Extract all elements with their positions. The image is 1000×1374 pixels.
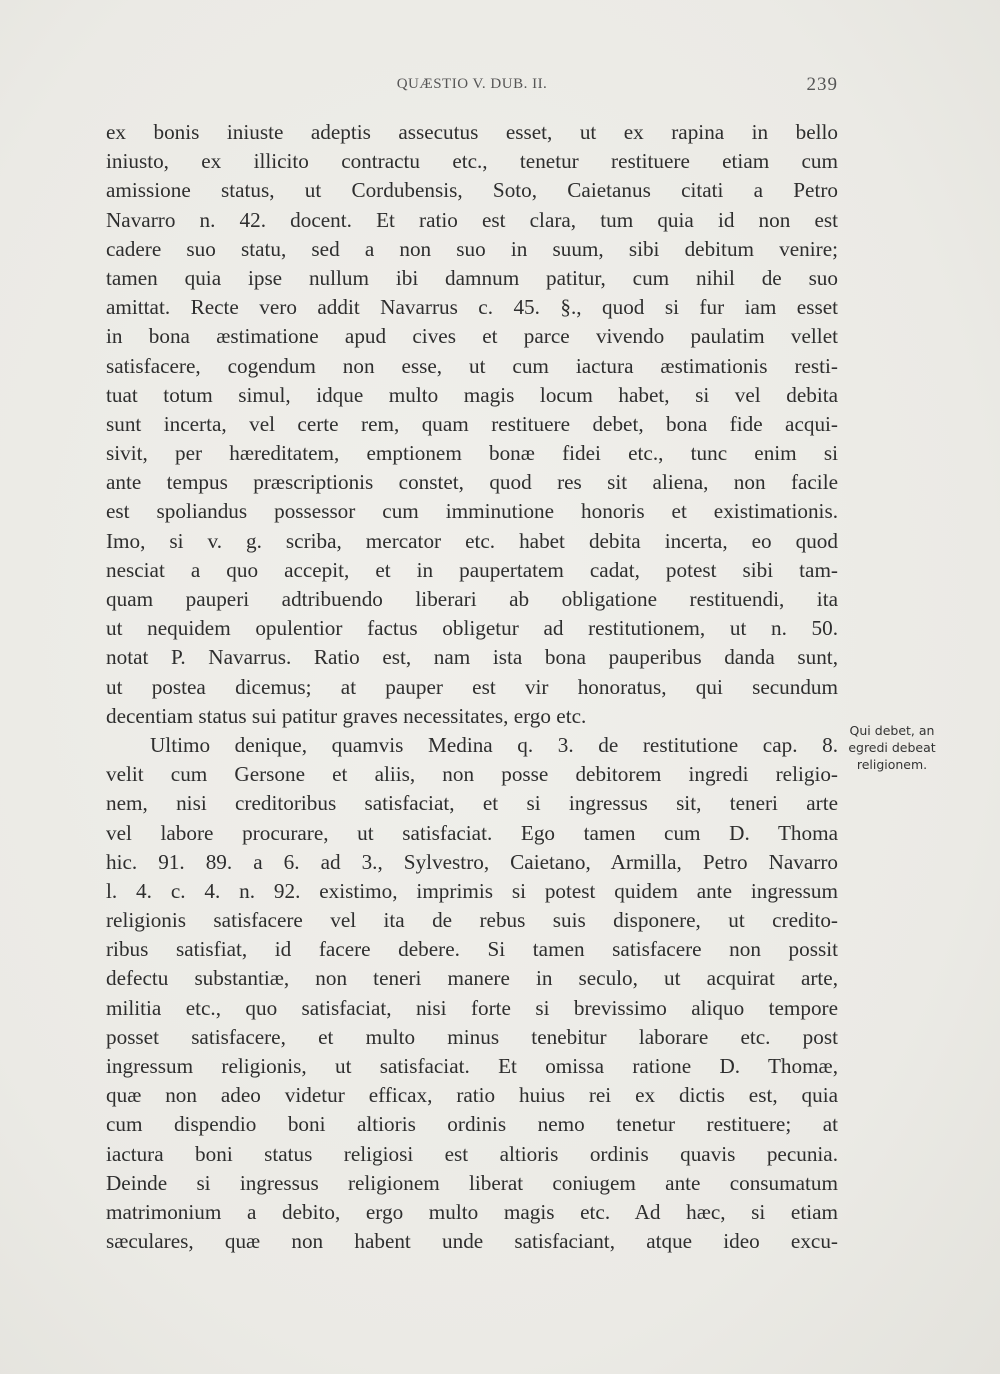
page-number: 239 [806,74,838,95]
text-line: tuat totum simul, idque multo magis locum habet, si vel debita [106,382,838,407]
text-line: sivit, per hæreditatem, emptionem bonæ fidei etc., tunc enim si [106,441,838,466]
text-line: notat P. Navarrus. Ratio est, nam ista bona pauperibus danda sunt, [106,645,838,670]
text-line: in bona æstimatione apud cives et parce vivendo paulatim vellet [106,324,838,349]
text-line: ribus satisfiat, id facere debere. Si tamen satisfacere non possit [106,937,838,962]
text-line: quæ non adeo videtur efficax, ratio huius rei ex dictis est, quia [106,1083,838,1108]
text-line: defectu substantiæ, non teneri manere in seculo, ut acquirat arte, [106,966,838,991]
text-line: Imo, si v. g. scriba, mercator etc. habet debita incerta, eo quod [106,528,838,553]
text-line: ut nequidem opulentior factus obligetur ad restitutionem, ut n. 50. [106,616,838,641]
text-line: amissione status, ut Cordubensis, Soto, Caietanus citati a Petro [106,178,838,203]
text-line: ut postea dicemus; at pauper est vir honoratus, qui secundum [106,674,838,699]
text-line: velit cum Gersone et aliis, non posse debitorem ingredi religio- [106,762,838,787]
text-line: sunt incerta, vel certe rem, quam restituere debet, bona fide acqui- [106,411,838,436]
text-line: l. 4. c. 4. n. 92. existimo, imprimis si potest quidem ante ingressum [106,878,838,903]
running-title: QUÆSTIO V. DUB. II. [396,76,548,92]
text-line: militia etc., quo satisfaciat, nisi forte si brevissimo aliquo tempore [106,995,838,1020]
text-line: est spoliandus possessor cum imminutione honoris et existimationis. [106,499,838,524]
text-line: amittat. Recte vero addit Navarrus c. 45. §., quod si fur iam esset [106,295,838,320]
text-line: cadere suo statu, sed a non suo in suum, sibi debitum venire; [106,236,838,261]
text-line: ex bonis iniuste adeptis assecutus esset, ut ex rapina in bello [106,120,838,144]
text-line: iniusto, ex illicito contractu etc., tenetur restituere etiam cum [106,149,838,174]
text-line: Deinde si ingressus religionem liberat coniugem ante consumatum [106,1170,838,1195]
text-line: religionis satisfacere vel ita de rebus suis disponere, ut credito- [106,908,838,933]
marginal-note [842,722,942,773]
text-line: quam pauperi adtribuendo liberari ab obligatione restituendi, ita [106,587,838,611]
text-line: nem, nisi creditoribus satisfaciat, et si ingressus sit, teneri arte [106,791,838,816]
marginal-note-line: religionem. [856,757,928,772]
marginal-note-line: egredi debeat [848,740,936,755]
text-line: Navarro n. 42. docent. Et ratio est clara, tum quia id non est [106,207,838,232]
paragraph-first-line: Ultimo denique, quamvis Medina q. 3. de restitutione cap. 8. [150,732,838,757]
text-line: iactura boni status religiosi est altioris ordinis quavis pecunia. [106,1141,838,1166]
text-line: vel labore procurare, ut satisfaciat. Ego tamen cum D. Thoma [106,820,838,845]
text-line: tamen quia ipse nullum ibi damnum patitur, cum nihil de suo [106,265,838,290]
paragraph-last-line: decentiam status sui patitur graves necessitates, ergo etc. [106,703,587,728]
text-line: ingressum religionis, ut satisfaciat. Et omissa ratione D. Thomæ, [106,1054,838,1078]
text-line: sæculares, quæ non habent unde satisfaciant, atque ideo excu- [106,1229,838,1254]
text-line: nesciat a quo accepit, et in paupertatem cadat, potest sibi tam- [106,557,838,582]
running-head [106,76,838,100]
text-line: hic. 91. 89. a 6. ad 3., Sylvestro, Caietano, Armilla, Petro Navarro [106,849,838,874]
text-line: cum dispendio boni altioris ordinis nemo tenetur restituere; at [106,1112,838,1137]
text-line: satisfacere, cogendum non esse, ut cum iactura æstimationis resti- [106,353,838,378]
body-text [106,118,838,1256]
text-line: matrimonium a debito, ergo multo magis etc. Ad hæc, si etiam [106,1199,838,1224]
marginal-note-line: Qui debet, an [849,723,935,738]
text-line: posset satisfacere, et multo minus tenebitur laborare etc. post [106,1024,838,1049]
text-line: ante tempus præscriptionis constet, quod res sit aliena, non facile [106,470,838,495]
